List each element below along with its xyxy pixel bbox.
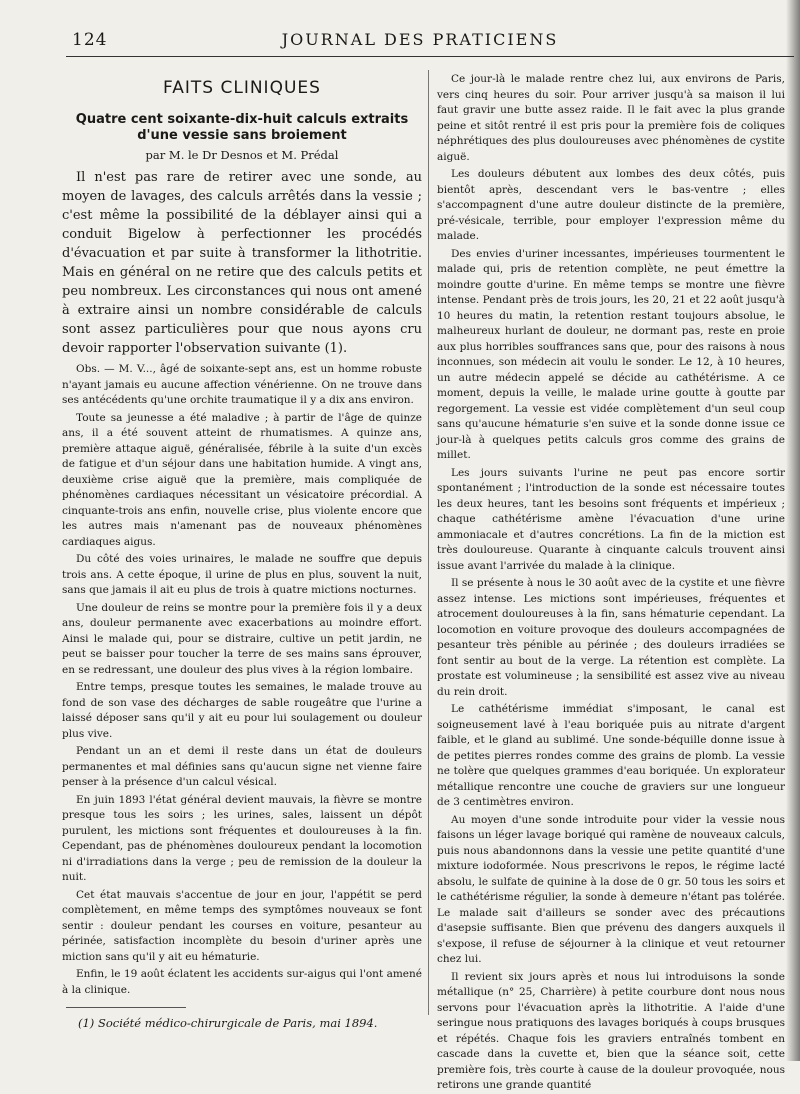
paragraph: En juin 1893 l'état général devient mauvais, la fièvre se montre presque tous les soirs ; les urines, sales, laissent un dépôt purulent, les mictions sont fréquentes et douloureuses à la fin. Cependant, pas de phénomènes douloureux pendant la locomotion ni d'irradiations dans la verge ; peu de remission de la douleur la nuit.	[62, 793, 422, 883]
paragraph: Ce jour-là le malade rentre chez lui, aux environs de Paris, vers cinq heures du soir. Pour arriver jusqu'à sa maison il lui faut gravir une butte assez raide. Il le fait avec la plus grande peine et sitôt rentré il est pris pour la première fois de coliques néphrétiques des plus douloureuses avec phénomènes de cystite aiguë.	[437, 73, 785, 163]
page-edge-shadow	[786, 0, 800, 1061]
header-rule	[66, 56, 794, 57]
paragraph: Du côté des voies urinaires, le malade ne souffre que depuis trois ans. A cette époque, il urine de plus en plus, souvent la nuit, sans que jamais il ait eu plus de trois à quatre mictions nocturnes.	[62, 553, 422, 596]
column-divider	[428, 70, 429, 1015]
paragraph: Obs. — M. V..., âgé de soixante-sept ans, est un homme robuste n'ayant jamais eu aucune affection vénérienne. On ne trouve dans ses antécédents qu'une orchite traumatique il y a dix ans environ.	[62, 363, 422, 406]
journal-title: JOURNAL DES PRATICIENS	[281, 30, 559, 49]
paragraph: Il se présente à nous le 30 août avec de la cystite et une fièvre assez intense. Les mictions sont impérieuses, fréquentes et atrocement douloureuses à la fin, sans hématurie cependant. La locomotion en voiture provoque des douleurs accompagnées de pesanteur très pénible au périnée ; des douleurs irradiées se font sentir au bout de la verge. La rétention est complète. La prostate est volumineuse ; la sensibilité est assez vive au niveau du rein droit.	[437, 577, 785, 698]
paragraph: Au moyen d'une sonde introduite pour vider la vessie nous faisons un léger lavage boriqué qui ramène de nouveaux calculs, puis nous abandonnons dans la vessie une petite quantité d'une mixture iodoformée. Nous prescrivons le repos, le régime lacté absolu, le sulfate de quinine à la dose de 0 gr. 50 tous les soirs et le cathétérisme régulier, la sonde à demeure n'étant pas tolérée. Le malade sait d'ailleurs se sonder avec des précautions d'asepsie suffisante. Bien que prévenu des dangers auxquels il s'expose, il refuse de séjourner à la clinique et veut retourner chez lui.	[437, 813, 785, 965]
paragraph: Une douleur de reins se montre pour la première fois il y a deux ans, douleur permanente avec exacerbations au moindre effort. Ainsi le malade qui, pour se distraire, cultive un petit jardin, ne peut se baisser pour toucher la terre de ses mains sans éprouver, en se redressant, une douleur des plus vives à la région lombaire.	[62, 601, 422, 676]
paragraph: Toute sa jeunesse a été maladive ; à partir de l'âge de quinze ans, il a été souvent atteint de rhumatismes. A quinze ans, première attaque aiguë, généralisée, fébrile à la suite d'un excès de fatigue et d'un séjour dans une habitation humide. A vingt ans, deuxième crise aiguë que la première, mais compliquée de phénomènes cardiaques nécessitant un vésicatoire précordial. A cinquante-trois ans enfin, nouvelle crise, plus violente encore que les autres mais n'amenant pas de nouveaux phénomènes cardiaques aigus.	[62, 411, 422, 548]
paragraph: Le cathétérisme immédiat s'imposant, le canal est soigneusement lavé à l'eau boriquée puis au nitrate d'argent faible, et le gland au sublimé. Une sonde-béquille donne issue à de petites pierres rondes comme des grains de plomb. La vessie ne tolère que quelques grammes d'eau boriquée. Un explorateur métallique rencontre une couche de graviers sur une longueur de 3 centimètres environ.	[437, 703, 785, 808]
section-title: FAITS CLINIQUES	[163, 78, 321, 98]
paragraph: Les douleurs débutent aux lombes des deux côtés, puis bientôt après, descendant vers le bas-ventre ; elles s'accompagnent d'une autre douleur distincte de la première, pré-vésicale, terrible, pour employer l'expression même du malade.	[437, 168, 785, 242]
right-column	[437, 72, 785, 1091]
left-column	[62, 72, 422, 1042]
paragraph: Des envies d'uriner incessantes, impérieuses tourmentent le malade qui, pris de retention complète, ne peut émettre la moindre goutte d'urine. En même temps se montre une fièvre intense. Pendant près de trois jours, les 20, 21 et 22 août jusqu'à 10 heures du matin, la retention restant toujours absolue, le malheureux hurlant de douleur, ne dormant pas, reste en proie aux plus horribles souffrances sans que, pour des raisons à nous inconnues, son médecin ait voulu le sonder. Le 12, à 10 heures, un autre médecin appelé se décide au cathétérisme. A ce moment, depuis la veille, le malade urine goutte à goutte par regorgement. La vessie est vidée complètement d'un seul coup sans qu'aucune hématurie s'en suive et la sonde donne issue ce jour-là à quelques petits calculs gros comme des grains de millet.	[437, 247, 785, 461]
paragraph: Les jours suivants l'urine ne peut pas encore sortir spontanément ; l'introduction de la sonde est nécessaire toutes les deux heures, tant les besoins sont fréquents et impérieux ; chaque cathétérisme amène l'évacuation d'une urine ammoniacale et d'autres concrétions. La fin de la miction est très douloureuse. Quarante à cinquante calculs trouvent ainsi issue avant l'arrivée du malade à la clinique.	[437, 466, 785, 572]
article-title: Quatre cent soixante-dix-huit calculs extraits d'une vessie sans broiement	[75, 112, 409, 143]
intro-paragraph: Il n'est pas rare de retirer avec une sonde, au moyen de lavages, des calculs arrêtés dans la vessie ; c'est même la possibilité de la déblayer ainsi qui a conduit Bigelow à perfectionner les procédés d'évacuation et par suite à transformer la lithotritie. Mais en général on ne retire que des calculs petits et peu nombreux. Les circonstances qui nous ont amené à extraire ainsi un nombre considérable de calculs sont assez particulières pour que nous ayons cru devoir rapporter l'observation suivante (1).	[62, 170, 422, 356]
paragraph: Il revient six jours après et nous lui introduisons la sonde métallique (n° 25, Charrière) à petite courbure dont nous nous servons pour l'évacuation après la lithotritie. A l'aide d'une seringue nous pratiquons des lavages boriqués à coups brusques et répétés. Chaque fois les graviers entraînés tombent en cascade dans la cuvette et, bien que la séance soit, cette première fois, très courte à cause de la douleur provoquée, nous retirons une grande quantité	[437, 970, 785, 1091]
footnote-rule	[66, 1007, 186, 1008]
footnote: (1) Société médico-chirurgicale de Paris, mai 1894.	[78, 1016, 378, 1030]
paragraph: Cet état mauvais s'accentue de jour en jour, l'appétit se perd complètement, en même temps des symptômes nouveaux se font sentir : douleur pendant les courses en voiture, pesanteur au périnée, satisfaction incomplète du besoin d'uriner après une miction sans qu'il y ait eu hématurie.	[62, 888, 422, 963]
page-number: 124	[72, 30, 108, 50]
paragraph: Pendant un an et demi il reste dans un état de douleurs permanentes et mal définies sans qu'aucun signe net vienne faire penser à la présence d'un calcul vésical.	[62, 745, 422, 788]
paragraph: Entre temps, presque toutes les semaines, le malade trouve au fond de son vase des décharges de sable rougeâtre que l'urine a laissé déposer sans qu'il y ait eu pour lui soulagement ou douleur plus vive.	[62, 681, 422, 740]
byline: par M. le Dr Desnos et M. Prédal	[145, 148, 339, 162]
paragraph: Enfin, le 19 août éclatent les accidents sur-aigus qui l'ont amené à la clinique.	[62, 968, 422, 996]
